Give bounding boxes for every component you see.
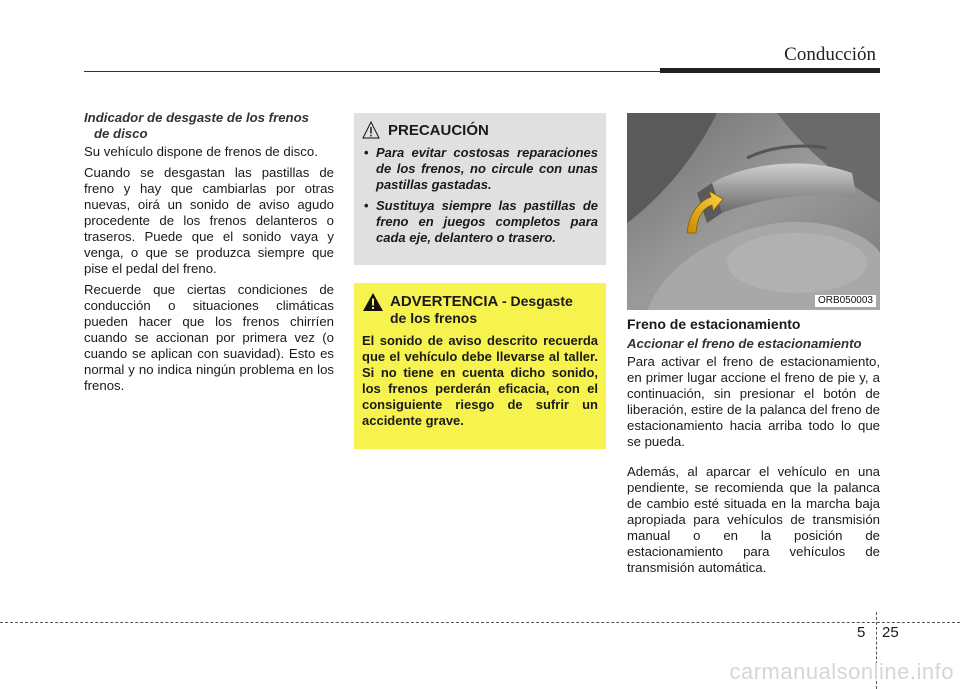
paragraph-apply-brake: Para activar el freno de estacionamiento, en primer lugar accione el freno de pie y, a continuación, sin presionar el botón de liberación, estire de la palanca del freno de estacionamiento hacia arriba todo lo que se pueda. xyxy=(627,354,880,449)
header-rule-accent xyxy=(660,68,880,73)
warning-title-suffix: - Desgaste xyxy=(501,293,573,309)
caution-title xyxy=(362,121,598,139)
subheading-brake-wear xyxy=(84,110,334,142)
page-number: 25 xyxy=(882,624,899,641)
warning-title-line2: de los frenos xyxy=(390,310,478,326)
caution-triangle-icon xyxy=(362,121,380,139)
warning-title-text xyxy=(390,293,573,327)
paragraph-conditions: Recuerde que ciertas condiciones de conducción o situaciones climáticas pueden hacer que los frenos chirríen cuando se accionan por primera vez (o cuando se aplican con suavidad). Esto es normal y no indica ningún problema en los frenos. xyxy=(84,282,334,393)
chapter-number: 5 xyxy=(857,624,866,641)
paragraph-wear-sound: Cuando se desgastan las pastillas de freno y hay que cambiarlas por otras nuevas, oirá un sonido de aviso agudo procedente de los frenos delanteros o traseros. Puede que el sonido vaya y venga, o que se produzca siempre que pise el pedal del freno. xyxy=(84,165,334,276)
subheading-line2: de disco xyxy=(94,126,148,141)
warning-body: El sonido de aviso descrito recuerda que el vehículo debe llevarse al taller. Si no tiene en cuenta dicho sonido, los frenos perderán eficacia, con el consiguiente riesgo de sufrir un accidente grave. xyxy=(362,333,598,428)
caution-title-text: PRECAUCIÓN xyxy=(388,121,489,139)
left-column xyxy=(84,110,334,399)
section-title-parking-brake: Freno de estacionamiento xyxy=(627,316,801,332)
right-column xyxy=(627,316,880,590)
chapter-title: Conducción xyxy=(784,44,876,65)
caution-item: • Para evitar costosas reparaciones de los frenos, no circule con unas pastillas gastadas. xyxy=(376,145,598,193)
subheading-apply-parking-brake: Accionar el freno de estacionamiento xyxy=(627,336,862,351)
warning-title-main: ADVERTENCIA xyxy=(390,293,498,310)
caution-box xyxy=(354,113,606,265)
caution-list xyxy=(362,145,598,246)
footer-rule xyxy=(0,622,960,623)
paragraph-parking-slope: Además, al aparcar el vehículo en una pendiente, se recomienda que la palanca de cambio esté situada en la marcha baja apropiada para vehículos de transmisión manual o en la posición de estacionamiento para vehículos de transmisión automática. xyxy=(627,464,880,575)
watermark: carmanualsonline.info xyxy=(729,659,954,684)
warning-triangle-icon xyxy=(362,292,384,312)
parking-brake-illustration xyxy=(627,113,880,310)
parking-brake-photo xyxy=(627,113,880,310)
warning-box xyxy=(354,283,606,449)
caution-item: • Sustituya siempre las pastillas de freno en juegos completos para cada eje, delantero o trasero. xyxy=(376,198,598,246)
warning-title xyxy=(362,293,598,327)
paragraph-disc-brakes: Su vehículo dispone de frenos de disco. xyxy=(84,144,318,159)
subheading-line1: Indicador de desgaste de los frenos xyxy=(84,110,309,125)
photo-reference-label: ORB050003 xyxy=(815,295,876,307)
